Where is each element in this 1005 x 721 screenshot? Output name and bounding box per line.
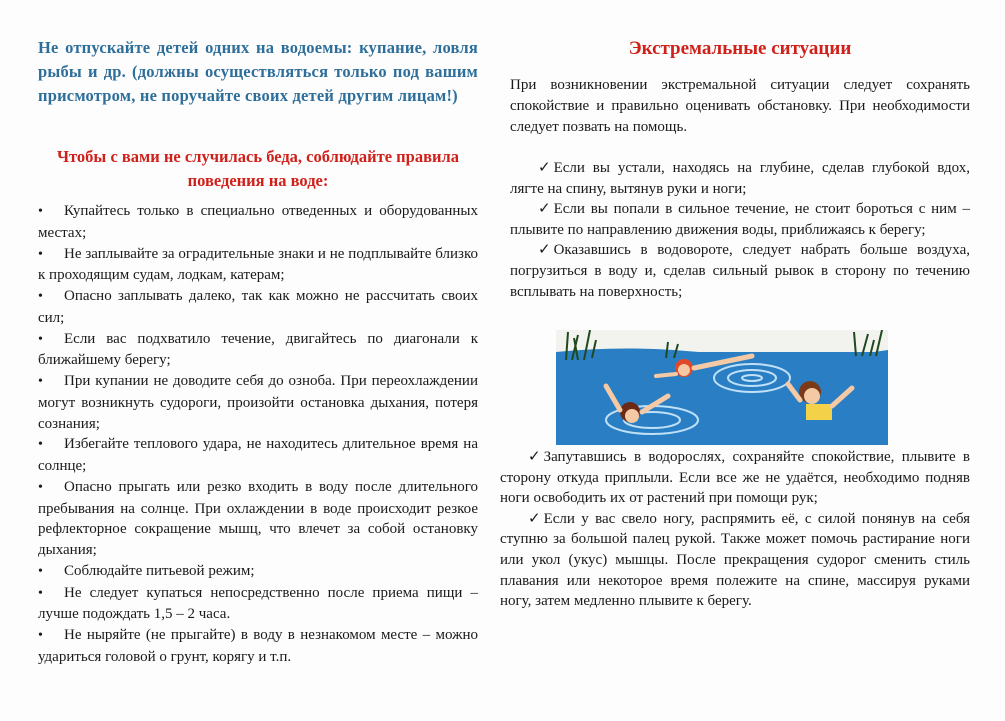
safety-rule-text: При купании не доводите себя до озноба. При переохлаждении могут возникнуть судороги, произойти остановка дыхания, потеря сознания;	[38, 373, 478, 432]
bullet-icon: •	[38, 480, 43, 496]
safety-rule-text: Если вас подхватило течение, двигайтесь по диагонали к ближайшему берегу;	[38, 330, 478, 369]
safety-rule-item	[38, 477, 478, 560]
checkmark-icon: ✓	[528, 449, 541, 465]
safety-rules-list	[38, 201, 478, 668]
checkmark-icon: ✓	[538, 242, 551, 259]
safety-rule-text: Не ныряйте (не прыгайте) в воду в незнакомом месте – можно удариться головой о грунт, корягу и т.п.	[38, 627, 478, 665]
safety-rule-text: Не заплывайте за оградительные знаки и не подплывайте близко к проходящим судам, лодкам, катерам;	[38, 245, 478, 284]
checkmark-icon: ✓	[538, 160, 551, 176]
extreme-situations-title: Экстремальные ситуации	[628, 38, 852, 59]
safety-rule-item	[38, 583, 478, 625]
extreme-tips-bottom	[500, 447, 970, 612]
bullet-icon: •	[38, 563, 43, 579]
bullet-icon: •	[38, 374, 43, 390]
safety-rule-text: Избегайте теплового удара, не находитесь длительное время на солнце;	[38, 436, 478, 475]
extreme-tip-text: Если вы устали, находясь на глубине, сделав глубокой вдох, лягте на спину, вытянув руки и ноги;	[510, 160, 970, 197]
extreme-tip-item	[510, 158, 970, 199]
safety-rule-text: Купайтесь только в специально отведенных и оборудованных местах;	[38, 203, 478, 241]
safety-rule-text: Опасно прыгать или резко входить в воду после длительного пребывания на солнце. При охлаждении в воде происходит резкое рефлекторное сокращение мышц, что влечет за собой остановку дыхания;	[38, 479, 478, 558]
parent-warning-text: Не отпускайте детей одних на водоемы: купание, ловля рыбы и др. (должны осуществляться только под вашим присмотром, не поручайте своих детей другим лицам!)	[38, 38, 478, 105]
extreme-tip-text: Оказавшись в водовороте, следует набрать больше воздуха, погрузиться в воду и, сделав сильный рывок в сторону по течению всплывать на поверхность;	[510, 242, 970, 300]
extreme-tip-text: Если у вас свело ногу, распрямить её, с силой понянув на себя ступню за большой палец рукой. Также может помочь растирание ноги или укол (укус) мышцы. После прекращения судорог сменить стиль плавания или некоторое время полежите на спине, массируя руками ногу, затем медленно плывите к берегу.	[500, 510, 970, 610]
bullet-icon: •	[38, 289, 43, 305]
bullet-icon: •	[38, 246, 43, 262]
extreme-tip-item	[510, 199, 970, 240]
safety-rule-item	[38, 244, 478, 286]
swimmers-illustration	[556, 330, 888, 445]
extreme-tip-item	[500, 447, 970, 509]
safety-rule-item	[38, 201, 478, 243]
bullet-icon: •	[38, 628, 43, 644]
safety-rule-item	[38, 561, 478, 583]
extreme-tip-item	[500, 509, 970, 612]
bullet-icon: •	[38, 585, 43, 601]
safety-rule-item	[38, 371, 478, 434]
extreme-intro-text: При возникновении экстремальной ситуации следует сохранять спокойствие и правильно оценивать обстановку. При необходимости следует позвать на помощь.	[510, 77, 970, 135]
shore-strip	[556, 330, 888, 352]
checkmark-icon: ✓	[528, 510, 541, 527]
extreme-tip-text: Если вы попали в сильное течение, не стоит бороться с ним – плывите по направлению движения воды, приближаясь к берегу;	[510, 201, 970, 238]
bullet-icon: •	[38, 204, 43, 219]
safety-rule-item	[38, 625, 478, 667]
bullet-icon: •	[38, 437, 43, 453]
safety-rule-text: Не следует купаться непосредственно после приема пищи – лучше подождать 1,5 – 2 часа.	[38, 584, 478, 623]
extreme-tips-top	[510, 158, 970, 302]
safety-rule-text: Соблюдайте питьевой режим;	[64, 562, 255, 579]
extreme-tip-item	[510, 240, 970, 302]
safety-rule-text: Опасно заплывать далеко, так как можно не рассчитать своих сил;	[38, 288, 478, 326]
safety-rule-item	[38, 434, 478, 476]
safety-rules-heading: Чтобы с вами не случилась беда, соблюдайте правила поведения на воде:	[56, 147, 460, 190]
bullet-icon: •	[38, 331, 43, 347]
safety-rule-item	[38, 329, 478, 371]
checkmark-icon: ✓	[538, 201, 551, 218]
safety-rule-item	[38, 286, 478, 328]
extreme-tip-text: Запутавшись в водорослях, сохраняйте спокойствие, плывите в сторону откуда приплыли. Если все же не удаётся, необходимо подняв ноги освободить их от растений при помощи рук;	[500, 449, 970, 507]
